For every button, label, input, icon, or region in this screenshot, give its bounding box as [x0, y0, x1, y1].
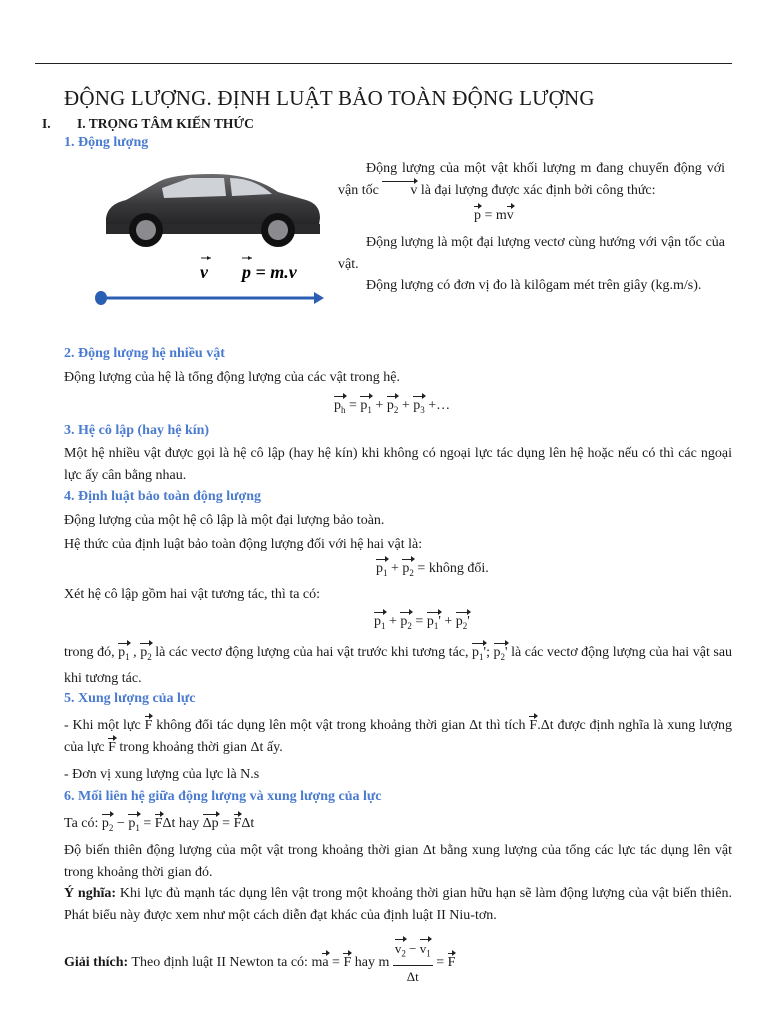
relation-text: Độ biến thiên động lượng của một vật trong khoảng thời gian Δt bằng xung lượng của tổng các lực tác dụng lên vật trong khoảng thời gian đó. — [64, 843, 732, 880]
momentum-definition: Động lượng của một vật khối lượng m đang chuyển động với vận tốc v là đại lượng được xác định bởi công thức: — [338, 158, 725, 202]
fig-v-label: v — [200, 262, 208, 282]
car-figure — [92, 160, 332, 320]
fig-p-label: p = m.v — [242, 262, 297, 282]
section-numeral: I. — [42, 116, 51, 131]
page-title: ĐỘNG LƯỢNG. ĐỊNH LUẬT BẢO TOÀN ĐỘNG LƯỢNG — [64, 86, 595, 110]
heading-momentum-impulse-relation: 6. Mối liên hệ giữa động lượng và xung lượng của lực — [64, 789, 382, 804]
formula-conservation: $p_1 + p_2$ = không đổi. — [376, 558, 489, 584]
car-illustration — [92, 160, 332, 320]
formula-two-bodies: $p_1 + p_2 = p_1' + p_2'$ — [374, 611, 470, 637]
conservation-where: trong đó, $p_1$ , $p_2$ là các vectơ động lượng của hai vật trước khi tương tác, $p_1'$; $p_2'$ là các vectơ động lượng của hai vật sau khi tương tác. — [64, 642, 732, 690]
heading-isolated-system: 3. Hệ cô lập (hay hệ kín) — [64, 423, 210, 438]
isolated-system-text: Một hệ nhiều vật được gọi là hệ cô lập (hay hệ kín) khi không có ngoại lực tác dụng lên hệ hoặc nếu có thì các ngoại lực ấy cân bằng nhau. — [64, 446, 732, 483]
heading-impulse: 5. Xung lượng của lực — [64, 691, 196, 706]
momentum-unit-text: Động lượng có đơn vị đo là kilôgam mét trên giây (kg.m/s). — [366, 278, 702, 293]
momentum-vector-text: Động lượng là một đại lượng vectơ cùng hướng với vận tốc của vật. — [338, 235, 725, 272]
v-vector: v — [382, 180, 417, 202]
meaning-paragraph: Ý nghĩa: Khi lực đủ mạnh tác dụng lên vật trong một khoảng thời gian hữu hạn sẽ làm động lượng của vật biến thiên. Phát biểu này được xem như một cách diễn đạt khác của định luật II Niu-tơn. — [64, 886, 733, 923]
heading-momentum: 1. Động lượng — [64, 135, 149, 150]
system-momentum-text: Động lượng của hệ là tổng động lượng của các vật trong hệ. — [64, 370, 400, 385]
relation-formula: Ta có: $p_2 - p_1 = F\Delta t$ hay Δp = FΔt — [64, 813, 254, 839]
impulse-definition: - Khi một lực F không đổi tác dụng lên một vật trong khoảng thời gian Δt thì tích F.Δt được định nghĩa là xung lượng của lực F trong khoảng thời gian Δt ấy. — [64, 715, 732, 759]
conservation-text-1: Động lượng của một hệ cô lập là một đại lượng bảo toàn. — [64, 513, 385, 528]
impulse-unit: - Đơn vị xung lượng của lực là N.s — [64, 767, 260, 782]
formula-p-mv: p = mv — [474, 205, 514, 227]
explanation-line: Giải thích: Theo định luật II Newton ta có: ma = F hay m $\frac{v_2 - v_1}{\Delta t}$ = F — [64, 938, 455, 988]
section-title: I. TRỌNG TÂM KIẾN THỨC — [77, 116, 254, 131]
conservation-text-3: Xét hệ cô lập gồm hai vật tương tác, thì ta có: — [64, 587, 321, 602]
formula-system-momentum: $p_h = p_1 + p_2 + p_3$ +… — [334, 395, 450, 421]
top-rule — [35, 63, 732, 64]
heading-conservation-law: 4. Định luật bảo toàn động lượng — [64, 489, 262, 504]
heading-system-momentum: 2. Động lượng hệ nhiều vật — [64, 346, 225, 361]
conservation-text-2: Hệ thức của định luật bảo toàn động lượng đối với hệ hai vật là: — [64, 537, 423, 552]
